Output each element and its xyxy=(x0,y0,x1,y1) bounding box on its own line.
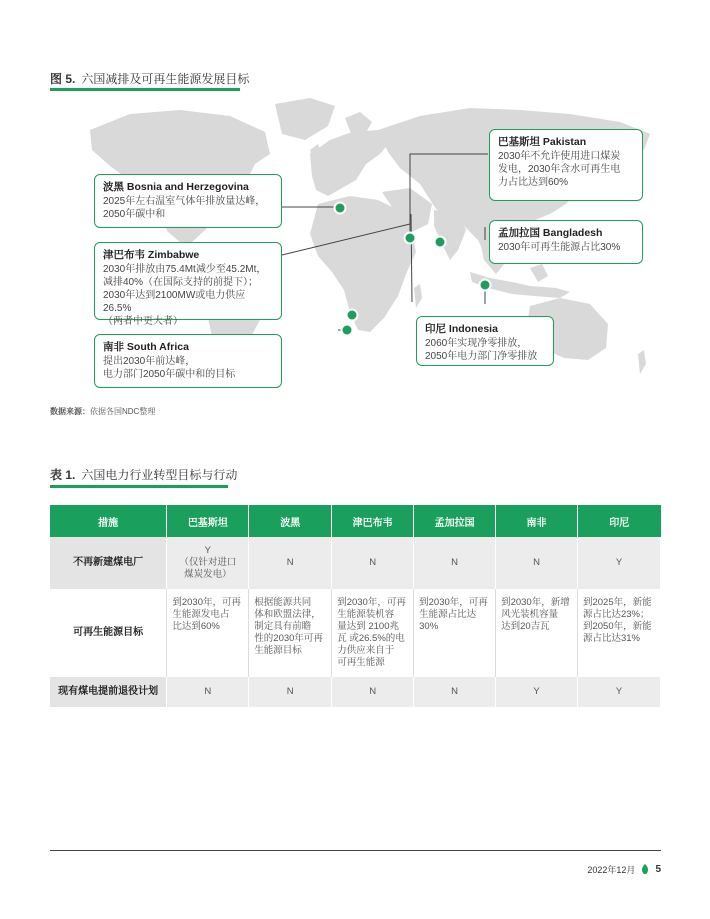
table-cell-line: Y xyxy=(615,557,623,568)
footer xyxy=(587,863,661,876)
table-cell xyxy=(332,537,414,589)
page-number: 5 xyxy=(655,864,661,875)
figure-title-underline xyxy=(50,88,240,91)
table-cell-line: 生能源目标 xyxy=(254,645,302,656)
table-header: 南非 xyxy=(496,505,578,537)
table-cell-line: 到2030年，可再 xyxy=(419,597,488,608)
table-header-row xyxy=(50,505,661,537)
callout-south-africa xyxy=(94,334,282,388)
table-cell-line: （仅针对进口 xyxy=(179,557,237,568)
callout-bangladesh-title: 孟加拉国 Bangladesh xyxy=(498,227,603,239)
table-cell xyxy=(249,589,332,677)
table-header: 波黑 xyxy=(249,505,332,537)
callout-zimbabwe-line: 2030年达到2100MW或电力供应26.5% xyxy=(103,290,246,314)
table-cell xyxy=(167,537,249,589)
callout-bosnia xyxy=(94,174,282,228)
callout-bosnia-line: 2050年碳中和 xyxy=(103,209,166,220)
leaf-icon xyxy=(641,864,649,875)
callout-indonesia-title: 印尼 Indonesia xyxy=(425,323,498,335)
table-cell xyxy=(577,677,660,707)
table-cell-line: 性的2030年可再 xyxy=(254,633,323,644)
data-source-text: 依据各国NDC整理 xyxy=(90,407,156,416)
marker-bosnia xyxy=(335,203,346,214)
callout-pakistan-title: 巴基斯坦 Pakistan xyxy=(498,136,587,148)
table-cell-line: N xyxy=(204,686,212,697)
table-cell-line: N xyxy=(451,686,459,697)
callout-pakistan-line: 发电，2030年含水可再生电 xyxy=(498,164,621,175)
callout-bosnia-title: 波黑 Bosnia and Herzegovina xyxy=(103,181,249,193)
table-header: 孟加拉国 xyxy=(414,505,496,537)
table-cell xyxy=(577,589,660,677)
table-cell xyxy=(167,589,249,677)
callout-pakistan-line: 力占比达到60% xyxy=(498,177,569,188)
callout-indonesia xyxy=(416,316,554,366)
table-cell-line: 生能源装机容 xyxy=(337,609,395,620)
table-cell-line: Y xyxy=(615,686,623,697)
marker-zimbabwe xyxy=(347,310,358,321)
table-cell-line: N xyxy=(369,686,377,697)
marker-indonesia xyxy=(480,280,491,291)
table-cell xyxy=(496,537,578,589)
marker-pakistan xyxy=(405,233,416,244)
table-cell-line: 源占比达23%； xyxy=(582,609,650,620)
table-row-label: 不再新建煤电厂 xyxy=(50,537,167,589)
table-row-label: 现有煤电提前退役计划 xyxy=(50,677,167,707)
table-cell-line: 到2050年，新能 xyxy=(582,621,652,632)
figure-label: 图 5. xyxy=(50,72,76,86)
table-cell xyxy=(167,677,249,707)
table-cell-line: 生能源发电占 xyxy=(172,609,230,620)
table-header: 印尼 xyxy=(577,505,660,537)
table-title-text: 六国电力行业转型目标与行动 xyxy=(81,468,238,482)
callout-zimbabwe-line: 减排40%（在国际支持的前提下）； xyxy=(103,277,259,288)
table-row xyxy=(50,677,661,707)
table-cell xyxy=(496,677,578,707)
table-cell-line: 体和欧盟法律， xyxy=(254,609,321,620)
callout-zimbabwe-line: （两者中更大者） xyxy=(103,316,183,327)
table-label: 表 1. xyxy=(50,468,76,482)
targets-table xyxy=(50,505,661,707)
table-cell-line: 制定具有前瞻 xyxy=(254,621,312,632)
callout-bangladesh xyxy=(489,220,643,264)
figure-title-text: 六国减排及可再生能源发展目标 xyxy=(81,72,250,86)
table-row-label: 可再生能源目标 xyxy=(50,589,167,677)
table-header: 津巴布韦 xyxy=(332,505,414,537)
table-cell-line: 可再生能源 xyxy=(337,657,385,668)
table-cell xyxy=(332,589,414,677)
table-cell-line: Y xyxy=(533,686,540,697)
table-cell xyxy=(249,537,332,589)
table-title xyxy=(50,466,237,483)
table-cell-line: 比达到60% xyxy=(172,621,220,632)
table-cell xyxy=(414,589,496,677)
table-cell-line: 生能源占比达 xyxy=(419,609,477,620)
footer-date: 2022年12月 xyxy=(587,865,636,875)
callout-pakistan xyxy=(489,129,643,201)
table-cell-line: N xyxy=(369,557,377,568)
table-cell-line: N xyxy=(533,557,540,568)
table-cell-line: N xyxy=(286,557,294,568)
callout-south-africa-line: 电力部门2050年碳中和的目标 xyxy=(103,369,236,380)
footer-divider xyxy=(50,850,661,851)
table-cell xyxy=(414,537,496,589)
callout-pakistan-line: 2030年不允许使用进口煤炭 xyxy=(498,151,621,162)
data-source xyxy=(50,406,155,417)
table-cell-line: 到2030年，可再 xyxy=(172,597,241,608)
table-cell-line: 煤炭发电） xyxy=(184,569,232,580)
table-cell-line: N xyxy=(286,686,294,697)
callout-indonesia-line: 2050年电力部门净零排放 xyxy=(425,351,538,362)
table-cell xyxy=(496,589,578,677)
figure-title xyxy=(50,70,249,87)
table-cell-line: 到2025年，新能 xyxy=(582,597,652,608)
callout-south-africa-title: 南非 South Africa xyxy=(103,341,189,353)
table-cell-line: 风光装机容量 xyxy=(501,609,559,620)
table-cell-line: 达到20吉瓦 xyxy=(501,621,550,632)
table-cell-line: Y xyxy=(204,545,211,556)
table-title-underline xyxy=(50,485,228,488)
table-cell-line: 源占比达31% xyxy=(582,633,640,644)
table-cell-line: 到2030年，新增 xyxy=(501,597,570,608)
table-cell-line: 量达到 2100兆 xyxy=(337,621,399,632)
callout-zimbabwe xyxy=(94,242,282,327)
table-cell-line: 到2030年，可再 xyxy=(337,597,406,608)
table-cell xyxy=(332,677,414,707)
table-cell xyxy=(577,537,660,589)
marker-bangladesh xyxy=(435,237,446,248)
callout-bangladesh-line: 2030年可再生能源占比30% xyxy=(498,242,621,253)
callout-zimbabwe-title: 津巴布韦 Zimbabwe xyxy=(103,249,200,261)
callout-bosnia-line: 2025年左右温室气体年排放量达峰， xyxy=(103,196,266,207)
callout-indonesia-line: 2060年实现净零排放， xyxy=(425,338,528,349)
table-row xyxy=(50,589,661,677)
marker-south-africa xyxy=(342,325,353,336)
table-header: 措施 xyxy=(50,505,167,537)
table-cell-line: 力供应来自于 xyxy=(337,645,395,656)
callout-south-africa-line: 提出2030年前达峰， xyxy=(103,356,196,367)
table-row xyxy=(50,537,661,589)
table-header: 巴基斯坦 xyxy=(167,505,249,537)
table-cell-line: 瓦 或26.5%的电 xyxy=(337,633,405,644)
table-cell xyxy=(414,677,496,707)
table-cell-line: N xyxy=(451,557,459,568)
data-source-label: 数据来源： xyxy=(50,407,90,416)
table-cell xyxy=(249,677,332,707)
table-cell-line: 30% xyxy=(419,621,439,632)
table-cell-line: 根据能源共同 xyxy=(254,597,312,608)
callout-zimbabwe-line: 2030年排放由75.4Mt减少至45.2Mt， xyxy=(103,264,267,275)
